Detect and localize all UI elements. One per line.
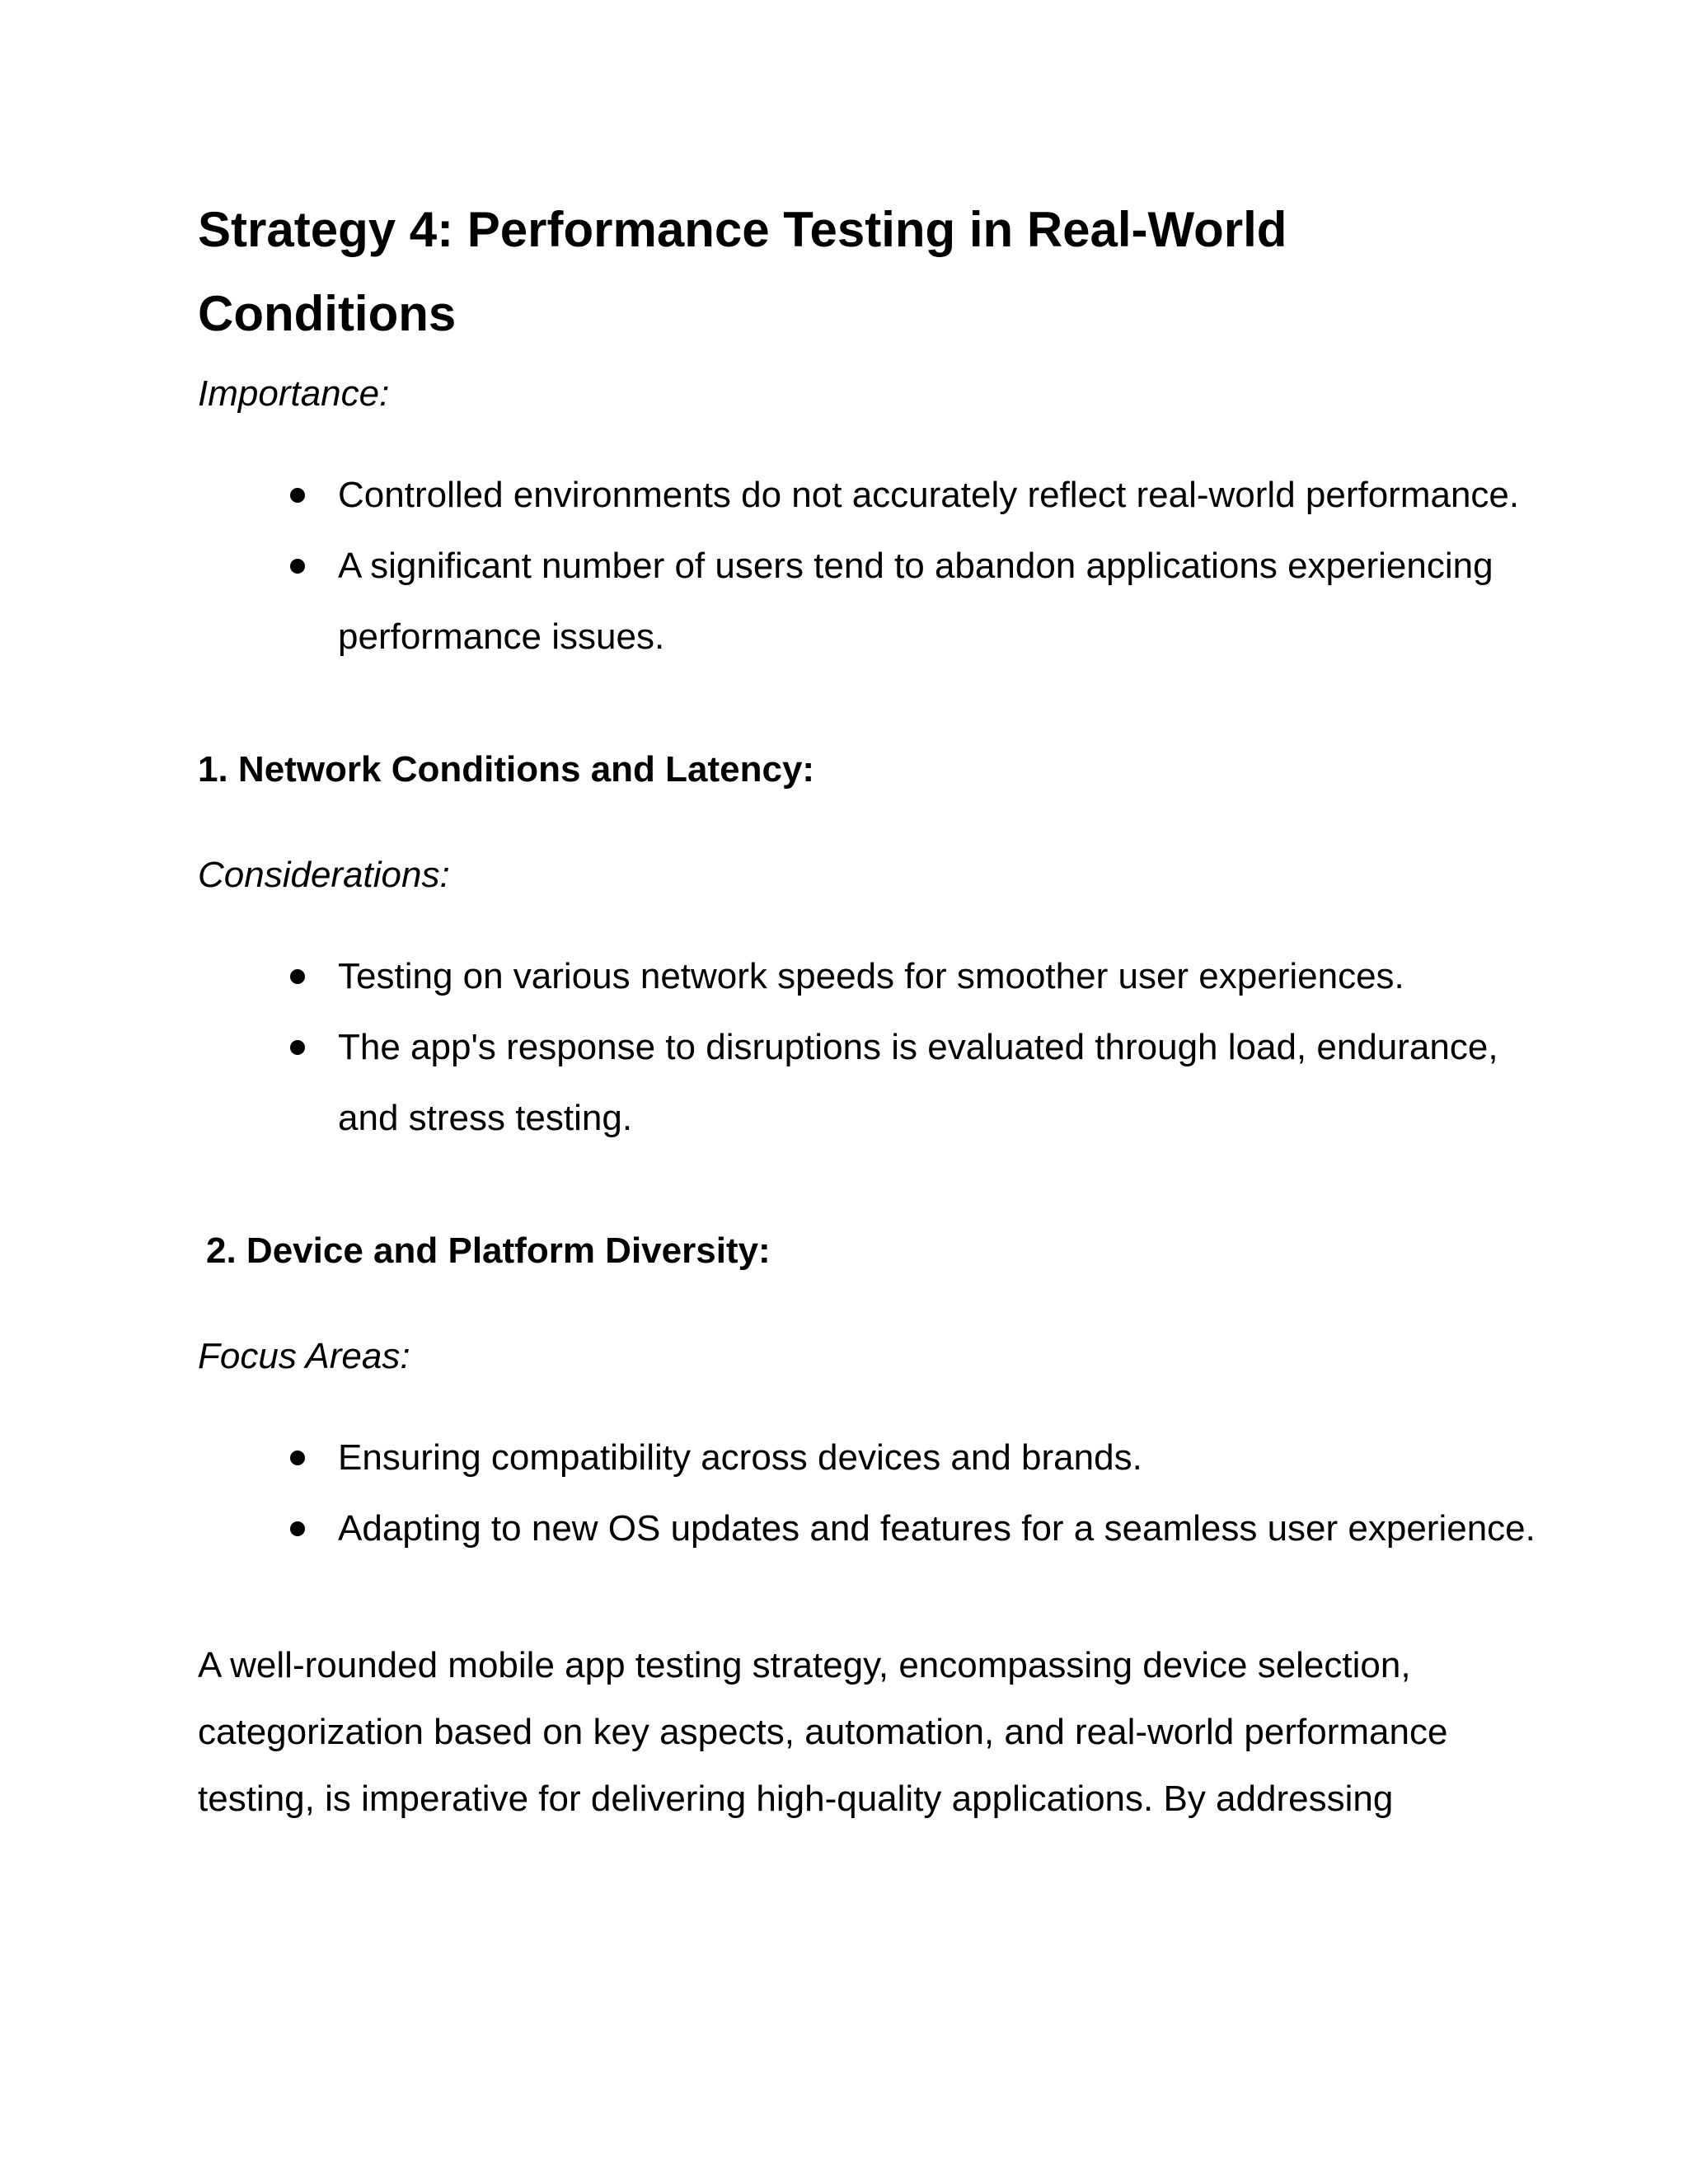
- list-item-text: Adapting to new OS updates and features for a seamless user experience.: [338, 1508, 1536, 1549]
- list-item: [338, 1422, 1541, 1493]
- list-item-text: Ensuring compatibility across devices and brands.: [338, 1437, 1142, 1478]
- list-item: [338, 531, 1541, 673]
- list-item: [338, 1012, 1541, 1154]
- importance-label: Importance:: [198, 373, 390, 414]
- bullet-icon: [290, 559, 305, 574]
- list-item-text: A significant number of users tend to abandon applications experiencing performance issues.: [338, 546, 1493, 657]
- bullet-icon: [290, 488, 305, 503]
- bullet-icon: [290, 1521, 305, 1536]
- list-item-text: Testing on various network speeds for smoother user experiences.: [338, 956, 1404, 996]
- importance-list: [198, 460, 1520, 673]
- focus-areas-list: [198, 1422, 1536, 1564]
- list-item: [338, 941, 1541, 1012]
- focus-areas-label: Focus Areas:: [198, 1336, 410, 1376]
- document-content: [198, 188, 1536, 1832]
- bullet-icon: [290, 969, 305, 984]
- section-heading-network: 1. Network Conditions and Latency:: [198, 749, 815, 790]
- page-title: Strategy 4: Performance Testing in Real-World Conditions: [198, 202, 1287, 341]
- list-item-text: The app's response to disruptions is evaluated through load, endurance, and stress testing.: [338, 1027, 1498, 1138]
- bullet-icon: [290, 1040, 305, 1055]
- list-item-text: Controlled environments do not accurately reflect real-world performance.: [338, 475, 1520, 515]
- list-item: [338, 460, 1541, 531]
- section-heading-devices: 2. Device and Platform Diversity:: [206, 1230, 771, 1271]
- list-item: [338, 1493, 1541, 1564]
- bullet-icon: [290, 1451, 305, 1465]
- considerations-list: [198, 941, 1500, 1154]
- closing-paragraph: A well-rounded mobile app testing strategy, encompassing device selection, categorization based on key aspects, automation, and real-world performance testing, is imperative for delivering high-quality applications. By addressing: [198, 1645, 1448, 1819]
- considerations-label: Considerations:: [198, 855, 450, 895]
